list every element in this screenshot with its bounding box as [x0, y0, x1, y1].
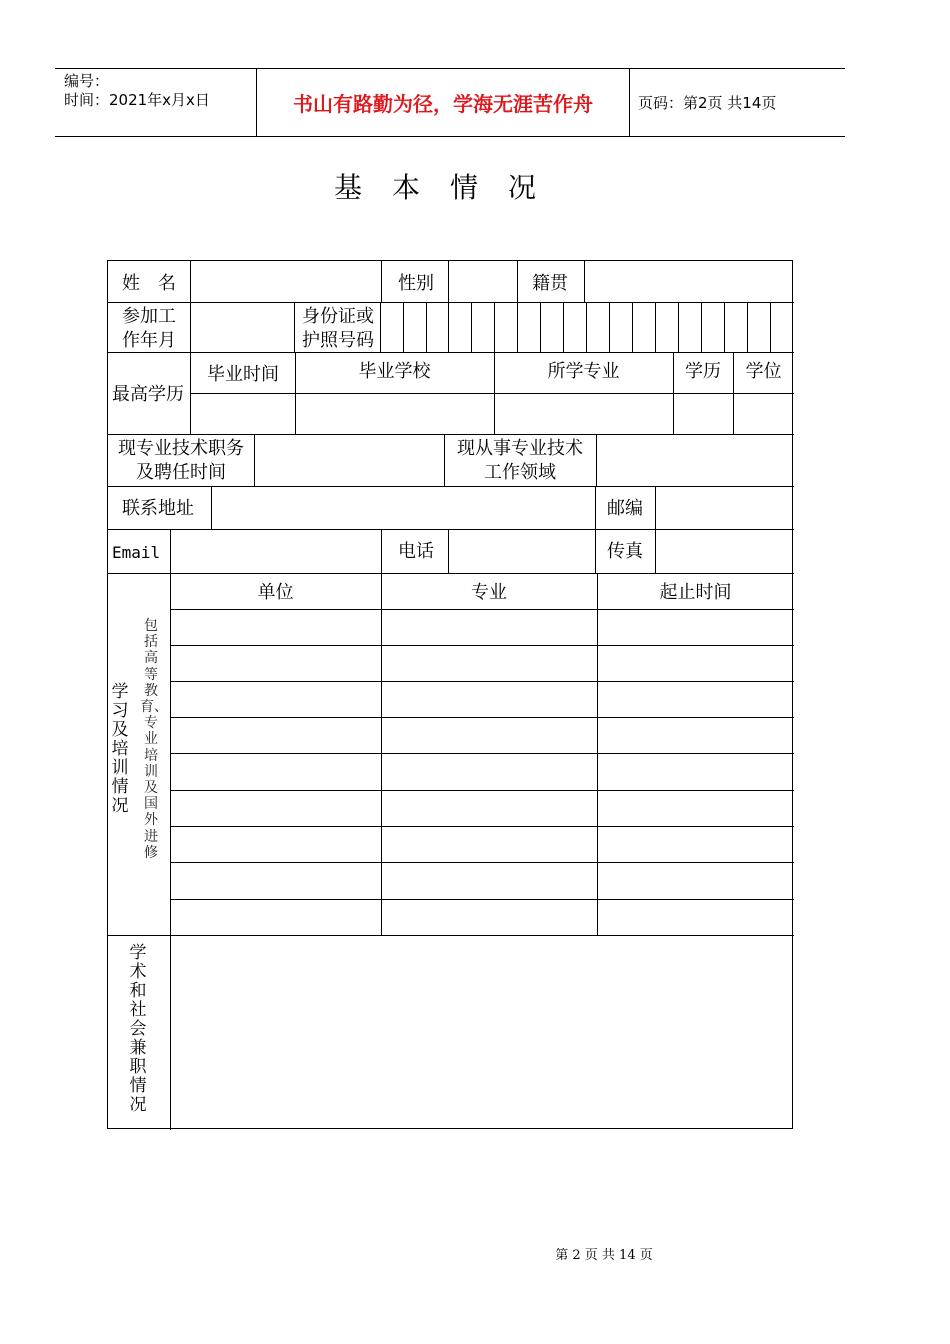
- work-start-label-line1: 参加工: [122, 306, 176, 327]
- graduation-time-header: 毕业时间: [207, 364, 279, 385]
- id-digit-line: [724, 302, 725, 352]
- row-line: [170, 717, 794, 718]
- id-digit-line: [494, 302, 495, 352]
- major-field[interactable]: [496, 394, 672, 433]
- col-line: [381, 529, 382, 573]
- col-line: [655, 486, 656, 529]
- degree-header: 学位: [745, 361, 782, 382]
- gender-field[interactable]: [450, 262, 516, 301]
- row-line: [170, 645, 794, 646]
- col-line: [448, 261, 449, 302]
- col-line: [211, 486, 212, 529]
- id-digit-line: [655, 302, 656, 352]
- col-line: [254, 434, 255, 486]
- col-line: [517, 261, 518, 302]
- id-digit-line: [747, 302, 748, 352]
- id-digit-line: [517, 302, 518, 352]
- row-line: [108, 573, 794, 574]
- work-field-label-line2: 工作领域: [484, 462, 556, 483]
- col-line: [190, 261, 191, 302]
- graduation-school-header: 毕业学校: [358, 361, 431, 382]
- id-digit-line: [426, 302, 427, 352]
- work-field-field[interactable]: [598, 435, 793, 485]
- professional-title-field[interactable]: [256, 435, 443, 485]
- native-place-label: 籍贯: [532, 273, 568, 294]
- major-header: 所学专业: [547, 361, 620, 382]
- col-line: [170, 935, 171, 1130]
- phone-field[interactable]: [450, 530, 594, 572]
- fax-label: 传真: [607, 541, 643, 562]
- professional-title-label-line1: 现专业技术职务: [118, 438, 244, 459]
- id-label-line2: 护照号码: [302, 330, 374, 351]
- gender-label: 性别: [398, 273, 434, 294]
- col-line: [381, 573, 382, 935]
- row-line: [170, 681, 794, 682]
- id-label-line1: 身份证或: [302, 306, 374, 327]
- address-label: 联系地址: [122, 498, 194, 519]
- postcode-label: 邮编: [607, 498, 643, 519]
- name-label: 姓 名: [122, 273, 176, 294]
- col-line: [170, 573, 171, 935]
- id-digit-line: [609, 302, 610, 352]
- work-start-label-line2: 作年月: [122, 330, 176, 351]
- col-line: [595, 529, 596, 573]
- col-line: [655, 529, 656, 573]
- header-page-info: 页码：第2页 共14页: [638, 94, 777, 112]
- phone-label: 电话: [398, 541, 434, 562]
- row-line: [170, 753, 794, 754]
- academic-positions-label: 学术和社会兼职情况: [129, 943, 147, 1115]
- header-divider-2: [629, 68, 630, 136]
- page-number-footer: 第 2 页 共 14 页: [555, 1248, 653, 1263]
- work-start-field[interactable]: [192, 303, 293, 351]
- id-digit-line: [770, 302, 771, 352]
- study-col-period-header: 起止时间: [659, 582, 732, 603]
- col-line: [294, 302, 295, 352]
- col-line: [448, 529, 449, 573]
- page-title: 基本情况: [333, 171, 566, 204]
- col-line: [380, 302, 381, 352]
- highest-education-label: 最高学历: [112, 384, 184, 405]
- degree-field[interactable]: [735, 394, 793, 433]
- row-line: [170, 790, 794, 791]
- id-digit-line: [586, 302, 587, 352]
- row-line: [170, 862, 794, 863]
- professional-title-label-line2: 及聘任时间: [136, 462, 226, 483]
- header-number: 编号：: [64, 72, 110, 90]
- row-line: [108, 352, 794, 353]
- col-line: [597, 573, 598, 935]
- study-col-major-header: 专业: [471, 582, 507, 603]
- id-digit-line: [471, 302, 472, 352]
- id-digit-line: [540, 302, 541, 352]
- study-section-sublabel: 包括高等教育、专业培训及国外进修: [140, 618, 168, 861]
- col-line: [584, 261, 585, 302]
- row-line: [170, 609, 794, 610]
- col-line: [596, 434, 597, 486]
- id-digit-line: [563, 302, 564, 352]
- study-col-unit-header: 单位: [257, 582, 294, 603]
- row-line: [170, 899, 794, 900]
- email-field[interactable]: [172, 530, 380, 572]
- header-motto: 书山有路勤为径，学海无涯苦作舟: [293, 92, 593, 116]
- id-digit-line: [403, 302, 404, 352]
- fax-field[interactable]: [657, 530, 793, 572]
- id-digit-line: [701, 302, 702, 352]
- col-line: [595, 486, 596, 529]
- basic-info-form: [107, 260, 793, 1129]
- col-line: [190, 302, 191, 352]
- header-bottom-rule: [55, 136, 845, 137]
- row-line: [108, 935, 794, 936]
- row-line: [170, 826, 794, 827]
- work-field-label-line1: 现从事专业技术: [457, 438, 583, 459]
- email-label: Email: [112, 543, 161, 562]
- study-section-label: 学习及培训情况: [111, 682, 129, 816]
- graduation-time-field[interactable]: [192, 394, 294, 433]
- native-place-field[interactable]: [586, 262, 792, 301]
- postcode-field[interactable]: [657, 487, 793, 528]
- academic-positions-field[interactable]: [172, 937, 792, 1128]
- col-line: [381, 261, 382, 302]
- degree-level-header: 学历: [685, 361, 721, 382]
- header-time: 时间：2021年x月x日: [64, 91, 210, 109]
- id-digit-line: [632, 302, 633, 352]
- header-top-rule: [55, 68, 845, 69]
- degree-level-field[interactable]: [675, 394, 732, 433]
- graduation-school-field[interactable]: [297, 394, 493, 433]
- address-field[interactable]: [213, 487, 594, 528]
- col-line: [170, 529, 171, 573]
- id-digit-line: [448, 302, 449, 352]
- id-digit-line: [678, 302, 679, 352]
- name-field[interactable]: [192, 262, 380, 301]
